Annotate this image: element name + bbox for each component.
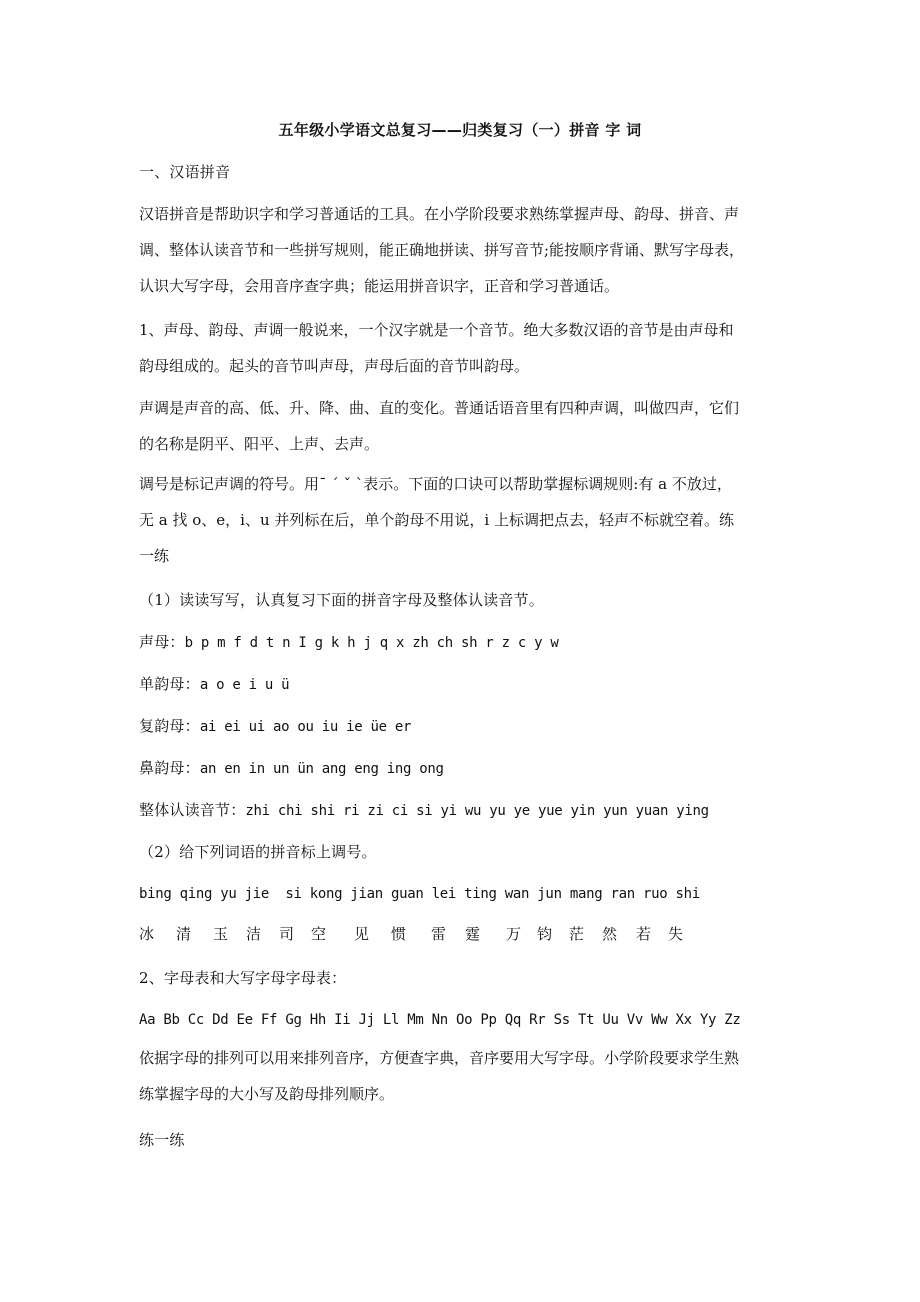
- paragraph-line: 一练: [139, 547, 170, 565]
- hanzi-char: 霆: [465, 925, 481, 943]
- hanzi-char: 清: [176, 925, 192, 943]
- initials-row: [139, 630, 559, 655]
- pinyin-words-line: bing qing yu jie si kong jian guan lei ting wan jun mang ran ruo shi: [139, 886, 700, 902]
- hanzi-char: 万: [506, 925, 522, 943]
- hanzi-char: 失: [668, 925, 684, 943]
- compound-finals-label: 复韵母：: [139, 717, 200, 735]
- nasal-finals-label: 鼻韵母：: [139, 759, 200, 777]
- hanzi-char: 雷: [431, 925, 447, 943]
- hanzi-char: 茫: [569, 925, 585, 943]
- simple-finals-value: a o e i u ü: [199, 677, 290, 693]
- hanzi-char: 钧: [537, 925, 553, 943]
- nasal-finals-value: an en in un ün ang eng ing ong: [199, 761, 444, 777]
- whole-syllables-label: 整体认读音节：: [139, 801, 246, 819]
- intro-line: 认识大写字母，会用音序查字典；能运用拼音识字，正音和学习普通话。: [139, 277, 620, 295]
- paragraph-line: 依据字母的排列可以用来排列音序，方便查字典，音序要用大写字母。小学阶段要求学生熟: [139, 1049, 740, 1067]
- simple-finals-label: 单韵母：: [139, 675, 200, 693]
- compound-finals-row: [139, 714, 411, 739]
- hanzi-char: 冰: [139, 925, 155, 943]
- hanzi-char: 司: [279, 925, 295, 943]
- tones-paragraph: [139, 390, 784, 462]
- paragraph-line: 韵母组成的。起头的音节叫声母，声母后面的音节叫韵母。: [139, 357, 530, 375]
- initials-label: 声母：: [139, 633, 185, 651]
- initials-value: b p m f d t n I g k h j q x zh ch sh r z c y w: [184, 635, 559, 651]
- hanzi-char: 然: [602, 925, 618, 943]
- practice-heading: 练一练: [139, 1131, 185, 1149]
- paragraph-line: 练掌握字母的大小写及韵母排列顺序。: [139, 1085, 395, 1103]
- whole-syllables-row: [139, 798, 709, 823]
- section-heading-pinyin: 一、汉语拼音: [139, 163, 231, 181]
- alphabet-paragraph: [139, 1040, 784, 1112]
- hanzi-char: 若: [636, 925, 652, 943]
- whole-syllables-value: zhi chi shi ri zi ci si yi wu yu ye yue yin yun yuan ying: [245, 803, 709, 819]
- document-title: 五年级小学语文总复习——归类复习（一）拼音 字 词: [278, 121, 642, 139]
- hanzi-char: 洁: [246, 925, 262, 943]
- hanzi-char: 空: [311, 925, 327, 943]
- compound-finals-value: ai ei ui ao ou iu ie üe er: [199, 719, 412, 735]
- paragraph-line: 声调是声音的高、低、升、降、曲、直的变化。普通话语音里有四种声调，叫做四声，它们: [139, 399, 740, 417]
- exercise-1-heading: （1）读读写写，认真复习下面的拼音字母及整体认读音节。: [139, 591, 544, 609]
- paragraph-line: 的名称是阴平、阳平、上声、去声。: [139, 435, 380, 453]
- paragraph-line: 1、声母、韵母、声调一般说来，一个汉字就是一个音节。绝大多数汉语的音节是由声母和: [139, 321, 734, 339]
- intro-line: 汉语拼音是帮助识字和学习普通话的工具。在小学阶段要求熟练掌握声母、韵母、拼音、声: [139, 205, 740, 223]
- initials-finals-paragraph: [139, 312, 784, 384]
- simple-finals-row: [139, 672, 289, 697]
- intro-paragraph: [139, 196, 784, 304]
- section-heading-alphabet: 2、字母表和大写字母字母表：: [139, 969, 347, 987]
- exercise-2-heading: （2）给下列词语的拼音标上调号。: [139, 843, 377, 861]
- hanzi-char: 玉: [213, 925, 229, 943]
- tone-marks-paragraph: [139, 466, 784, 574]
- intro-line: 调、整体认读音节和一些拼写规则，能正确地拼读、拼写音节;能按顺序背诵、默写字母表，: [139, 241, 745, 259]
- paragraph-line: 调号是标记声调的符号。用ˉ ˊ ˇ ˋ表示。下面的口诀可以帮助掌握标调规则:有 a 不放过，: [139, 475, 732, 493]
- paragraph-line: 无 a 找 o、e，i、u 并列标在后，单个韵母不用说，i 上标调把点去，轻声不标就空着。练: [139, 511, 734, 529]
- alphabet-line: Aa Bb Cc Dd Ee Ff Gg Hh Ii Jj Ll Mm Nn Oo Pp Qq Rr Ss Tt Uu Vv Ww Xx Yy Zz: [139, 1012, 741, 1028]
- nasal-finals-row: [139, 756, 444, 781]
- hanzi-char: 惯: [391, 925, 407, 943]
- hanzi-char: 见: [354, 925, 370, 943]
